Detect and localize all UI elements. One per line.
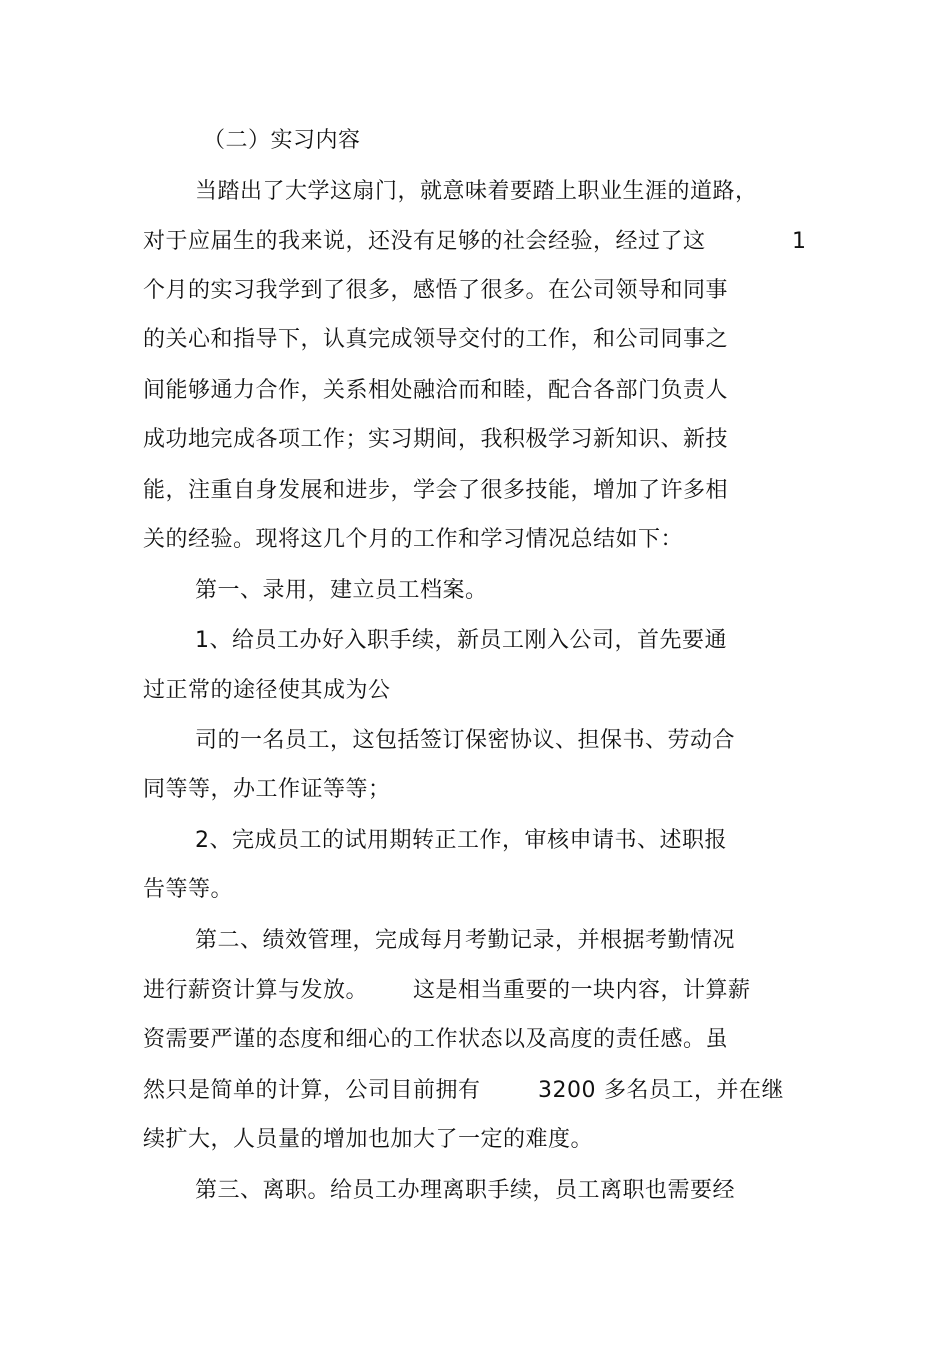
paragraph-number: 3200	[538, 1078, 596, 1103]
section-heading: （二）实习内容	[203, 128, 361, 153]
paragraph-line: 司的一名员工，这包括签订保密协议、担保书、劳动合	[195, 728, 736, 753]
paragraph-line: 进行薪资计算与发放。	[143, 978, 369, 1003]
paragraph-line: 第三、离职。给员工办理离职手续，员工离职也需要经	[195, 1178, 736, 1203]
paragraph-line: 过正常的途径使其成为公	[143, 678, 391, 703]
paragraph-line: 第二、绩效管理，完成每月考勤记录，并根据考勤情况	[195, 928, 736, 953]
paragraph-line: 资需要严谨的态度和细心的工作状态以及高度的责任感。虽	[143, 1027, 729, 1052]
paragraph-line: 能，注重自身发展和进步，学会了很多技能，增加了许多相	[143, 478, 729, 503]
paragraph-line: 续扩大，人员量的增加也加大了一定的难度。	[143, 1127, 594, 1152]
paragraph-line: 当踏出了大学这扇门，就意味着要踏上职业生涯的道路，	[195, 179, 758, 204]
paragraph-line: 1、给员工办好入职手续，新员工刚入公司，首先要通	[195, 628, 727, 653]
paragraph-line: 成功地完成各项工作；实习期间，我积极学习新知识、新技	[143, 427, 729, 452]
paragraph-line: 多名员工，并在继	[604, 1078, 785, 1103]
paragraph-line: 个月的实习我学到了很多，感悟了很多。在公司领导和同事	[143, 278, 729, 303]
paragraph-line: 关的经验。现将这几个月的工作和学习情况总结如下：	[143, 527, 684, 552]
paragraph-line: 的关心和指导下，认真完成领导交付的工作，和公司同事之	[143, 327, 729, 352]
paragraph-line: 2、完成员工的试用期转正工作，审核申请书、述职报	[195, 828, 727, 853]
paragraph-line: 同等等，办工作证等等；	[143, 777, 391, 802]
paragraph-line: 对于应届生的我来说，还没有足够的社会经验，经过了这	[143, 229, 706, 254]
paragraph-line: 然只是简单的计算，公司目前拥有	[143, 1078, 481, 1103]
paragraph-line: 第一、录用，建立员工档案。	[195, 578, 488, 603]
paragraph-line: 间能够通力合作，关系相处融洽而和睦，配合各部门负责人	[143, 378, 729, 403]
paragraph-line: 这是相当重要的一块内容，计算薪	[413, 978, 751, 1003]
paragraph-number: 1	[792, 229, 807, 254]
paragraph-line: 告等等。	[143, 877, 234, 902]
